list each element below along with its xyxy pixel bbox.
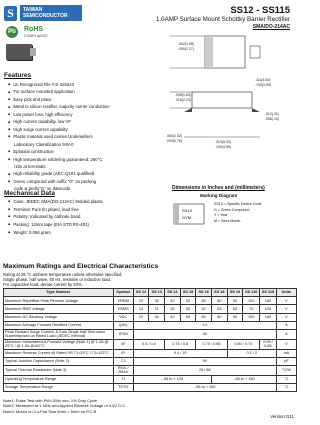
table-cell: Maximum Average Forward Rectified Current <box>4 321 114 329</box>
list-item: /10s at terminals <box>14 163 46 169</box>
table-cell: pF <box>276 357 296 365</box>
ratings-note-line: For capacitive load, derate current by 20%. <box>3 282 83 288</box>
table-cell: 28 / 88 <box>133 365 276 375</box>
table-cell: 80 <box>212 297 228 305</box>
column-header: SS 19 <box>227 289 243 297</box>
marking-legend-line: Y = Year <box>214 213 228 217</box>
mechanical-data-list <box>8 198 138 236</box>
table-cell: 80 <box>212 313 228 321</box>
table-cell: 0.1 / 2 <box>227 349 276 357</box>
list-item: ◆ High current capability, low VF <box>8 118 148 125</box>
table-cell: TSTG <box>113 383 133 391</box>
dim-label: .030(0.76) <box>166 139 182 143</box>
table-cell: 90 <box>227 313 243 321</box>
table-cell: 150 <box>260 297 277 305</box>
product-subtitle: 1.0AMP Surface Mount Schottky Barrier Rectifier <box>155 16 290 23</box>
package-lead <box>30 48 36 56</box>
rohs-compliance-text: COMPLIANCE <box>24 34 48 38</box>
column-header: Units <box>276 289 296 297</box>
list-item: ◆ High surge current capability <box>8 126 148 133</box>
table-cell: 63 <box>212 305 228 313</box>
table-cell: 150 <box>260 313 277 321</box>
marking-diagram-drawing <box>170 200 210 230</box>
table-cell: 60 <box>196 297 212 305</box>
table-cell: Maximum Instantaneous Forward Voltage (Note 1) @ 1.0A @ 25°C / @ 1.0A @100°C <box>4 339 114 349</box>
table-cell: VRRM <box>113 297 133 305</box>
table-cell: 14 <box>133 305 149 313</box>
table-cell: 60 <box>196 313 212 321</box>
footnotes <box>3 398 126 414</box>
table-cell: 1.0 <box>133 321 276 329</box>
table-cell: 0.75 / 0.6 <box>165 339 196 349</box>
features-list <box>8 81 148 193</box>
table-cell: VRMS <box>113 305 133 313</box>
table-cell: RθJL / RθJA <box>113 365 133 375</box>
table-cell: Peak Forward Surge Current, 8.3 ms Single Half Sine-wave Superimposed on Rated Load (JEDEC method) <box>4 329 114 339</box>
dim-label: .100(3.90) <box>255 83 271 87</box>
table-cell: °C/W <box>276 365 296 375</box>
table-cell: 0.70 / 0.65 <box>196 339 227 349</box>
column-header: SS 12 <box>133 289 149 297</box>
column-header: SS 13 <box>149 289 165 297</box>
dim-label: .060(1.52) <box>166 134 182 138</box>
list-item: ◆ UL Recognized File # E-326243 <box>8 81 148 88</box>
marking-legend-line: M = Work Month <box>214 218 241 223</box>
footnote: Note1: Pulse Test with PW=300u sec, 1% Duty Cycle <box>3 398 98 403</box>
list-item: ◆ Plastic material used carries Underwriters <box>8 133 148 140</box>
ratings-note-line: Rating at 25 °C ambient temperature unless otherwise specified. <box>3 272 123 277</box>
list-item: ◆ Case: JEDEC SMA(DO-214AC) Molded plastic <box>8 198 138 206</box>
table-cell: V <box>276 297 296 305</box>
table-cell: Maximum DC Blocking Voltage <box>4 313 114 321</box>
table-cell: 0.95 / 0.85 <box>260 339 277 349</box>
table-cell: - 65 to + 125 <box>133 375 211 383</box>
dim-label: .111(4.60) <box>255 78 271 82</box>
features-title: Features <box>4 72 32 79</box>
ratings-table-body <box>4 297 297 392</box>
table-cell: 40 <box>165 313 181 321</box>
company-logo-mark: S <box>4 6 17 21</box>
dim-label: .006(.15) <box>265 117 280 121</box>
list-item: ◆ Metal to silicon rectifier, majority carrier conduction <box>8 103 148 110</box>
list-item: ◆ Green compound with suffix "G" on packing <box>8 178 148 185</box>
dim-label: .050(1.27) <box>178 47 194 51</box>
table-cell: - 65 to + 150 <box>133 383 276 391</box>
column-header: Type Number <box>4 289 114 297</box>
table-cell: Storage Temperature Range <box>4 383 114 391</box>
table-cell: 70 <box>243 305 260 313</box>
table-cell: I(AV) <box>113 321 133 329</box>
dim-label: .190(4.95) <box>215 145 231 149</box>
list-item: ◆ For surface mounted application <box>8 88 148 95</box>
table-row <box>4 365 297 375</box>
list-item: Laboratory Classification 94V-0 <box>14 141 74 147</box>
table-cell: 105 <box>260 305 277 313</box>
table-cell: 100 <box>243 313 260 321</box>
column-header: SS 15 <box>180 289 196 297</box>
dimensions-note: Dimensions in Inches and (millimeters) <box>172 185 265 191</box>
package-photo <box>6 44 32 60</box>
ratings-title: Maximum Ratings and Electrical Characteristics <box>3 263 159 270</box>
table-cell: 90 <box>227 297 243 305</box>
company-logo-text <box>20 5 82 21</box>
list-item: ◆ Polarity: Indicated by cathode band <box>8 213 138 221</box>
table-cell: Maximum Reverse Current @ Rated VR TJ=25°C / TJ=125°C <box>4 349 114 357</box>
table-cell: 30 <box>149 297 165 305</box>
table-row <box>4 297 297 305</box>
table-cell: - 65 to + 150 <box>212 375 277 383</box>
table-cell: 20 <box>133 297 149 305</box>
table-row <box>4 329 297 339</box>
logo-text-line-2: SEMICONDUCTOR <box>23 13 68 19</box>
dim-label: .210(5.33) <box>215 140 231 144</box>
list-item: ◆ High temperature soldering guaranteed: 260°C <box>8 156 148 163</box>
table-row <box>4 339 297 349</box>
list-item: ◆ Easy pick and place <box>8 96 148 103</box>
cathode-band <box>205 36 213 68</box>
table-cell: 35 <box>180 305 196 313</box>
table-cell: 40 <box>165 297 181 305</box>
dim-label: .012(.31) <box>265 112 280 116</box>
ratings-note-line: Single phase, half wave, 60 Hz, resistive or inductive load. <box>3 277 112 283</box>
table-cell: 30 <box>149 313 165 321</box>
ratings-note <box>3 272 122 288</box>
table-cell: 0.4 / 10 <box>133 349 227 357</box>
version-label: Version:G11 <box>270 414 294 419</box>
table-cell: A <box>276 329 296 339</box>
mechanical-data-title: Mechanical Data <box>4 190 55 197</box>
svg-text:GYM: GYM <box>182 215 192 220</box>
footnote: Note3: Mount on Cu-Pad Size 5mm × 5mm on P.C.B. <box>3 408 98 414</box>
table-cell: TJ <box>113 375 133 383</box>
marking-legend <box>214 202 261 224</box>
pb-free-icon: Pb <box>6 26 18 38</box>
svg-text:SS1X: SS1X <box>182 208 193 213</box>
logo-text-line-1: TAIWAN <box>23 7 43 13</box>
table-cell: Maximum Repetitive Peak Reverse Voltage <box>4 297 114 305</box>
list-item: ◆ Epitaxial construction <box>8 148 148 155</box>
list-item: ◆ Packing: 12mm tape (EIA STD RS-481) <box>8 221 138 229</box>
table-header-row <box>4 289 297 297</box>
table-cell: °C <box>276 383 296 391</box>
outline-side-view <box>192 92 252 108</box>
table-cell: 21 <box>149 305 165 313</box>
table-cell: 20 <box>133 313 149 321</box>
marking-legend-line: G = Green Compound <box>214 207 250 212</box>
table-row <box>4 313 297 321</box>
marking-legend-line: SS1X = Specific Device Code <box>214 202 262 206</box>
table-cell: 63 <box>227 305 243 313</box>
table-row <box>4 375 297 383</box>
list-item: ◆ Low power loss, high efficiency <box>8 111 148 118</box>
list-item: ◆ Weight: 0.066 gram <box>8 229 138 237</box>
table-cell: Typical Junction Capacitance (Note 2) <box>4 357 114 365</box>
column-header: Symbol <box>113 289 133 297</box>
part-number-title: SS12 - SS115 <box>230 5 290 16</box>
column-header: SS 18 <box>212 289 228 297</box>
column-header: SS 16 <box>196 289 212 297</box>
table-cell: V <box>276 313 296 321</box>
dim-label: .018(2.23) <box>175 98 191 102</box>
table-cell: Maximum RMS Voltage <box>4 305 114 313</box>
table-row <box>4 349 297 357</box>
table-row <box>4 321 297 329</box>
table-cell: 50 <box>180 313 196 321</box>
column-header: SS 110 <box>243 289 260 297</box>
table-cell: VDC <box>113 313 133 321</box>
table-cell: Operating Temperature Range <box>4 375 114 383</box>
dim-label: .008(1.60) <box>175 93 191 97</box>
table-row <box>4 383 297 391</box>
ratings-table <box>3 288 297 392</box>
table-cell: 50 <box>180 297 196 305</box>
table-cell: Typical Thermal Resistance (Note 3) <box>4 365 114 375</box>
table-cell: A <box>276 321 296 329</box>
table-cell: VF <box>113 339 133 349</box>
table-cell: 28 <box>165 305 181 313</box>
column-header: SS 14 <box>165 289 181 297</box>
table-cell: IR <box>113 349 133 357</box>
list-item: ◆ Terminal: Pure tin plated, lead free <box>8 206 138 214</box>
table-cell: 30 <box>133 329 276 339</box>
table-cell: CJ <box>113 357 133 365</box>
table-row <box>4 357 297 365</box>
table-cell: 100 <box>243 297 260 305</box>
package-label: SMA/DO-214AC <box>252 24 290 30</box>
dim-label: .062(1.58) <box>178 42 194 46</box>
table-cell: 0.5 / 0.4 <box>133 339 164 349</box>
table-cell: IFSM <box>113 329 133 339</box>
table-cell: 42 <box>196 305 212 313</box>
list-item: ◆ High reliability grade (AEC-Q101 qualified) <box>8 170 148 177</box>
column-header: SS 115 <box>260 289 277 297</box>
rohs-logo: RoHS <box>24 26 44 33</box>
table-cell: V <box>276 339 296 349</box>
table-cell: mA <box>276 349 296 357</box>
marking-diagram-title: Marking Diagram <box>200 193 238 198</box>
table-cell: 50 <box>133 357 276 365</box>
footnote: Note2: Measured at 1 MHz and Applied Reverse Voltage of 4.0V D.C. <box>3 403 127 409</box>
table-cell: 0.80 / 0.70 <box>227 339 259 349</box>
table-cell: °C <box>276 375 296 383</box>
list-item: code & prefix"G" on datecode <box>14 186 71 192</box>
table-row <box>4 305 297 313</box>
lead-side <box>250 46 260 58</box>
table-cell: V <box>276 305 296 313</box>
